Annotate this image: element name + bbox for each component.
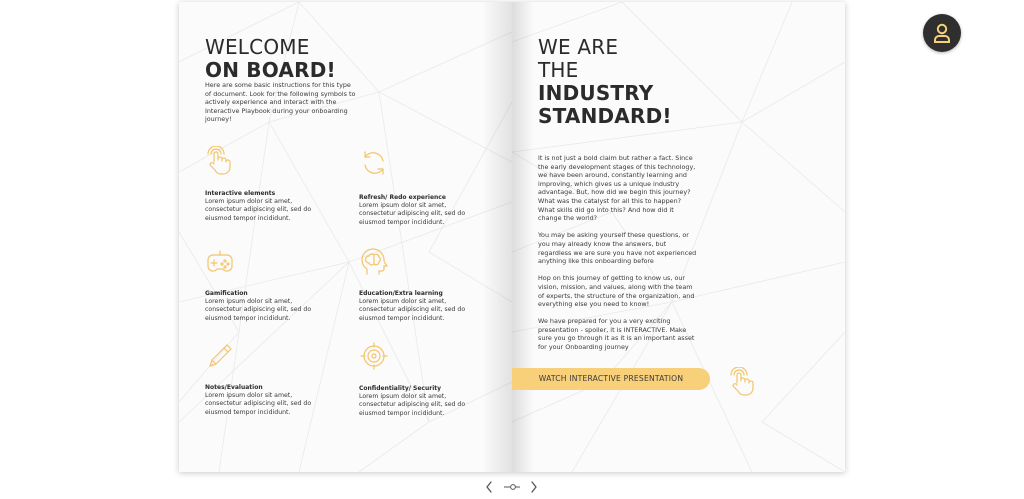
welcome-title-line1: WELCOME [205, 35, 310, 59]
chevron-left-icon[interactable] [484, 480, 494, 494]
welcome-title-line2: ON BOARD! [205, 58, 336, 82]
body-paragraph: Hop on this journey of getting to know us, our vision, mission, and values, along with the team of experts, the structure of the organization, and everything else you need to know! [538, 274, 695, 309]
user-icon [932, 22, 952, 44]
feature-description: Lorem ipsum dolor sit amet, consectetur adipiscing elit, sed do eiusmod tempor incididunt. [359, 298, 466, 322]
industry-title [538, 36, 672, 128]
target-lock-icon [359, 341, 389, 371]
feature-description: Lorem ipsum dolor sit amet, consectetur adipiscing elit, sed do eiusmod tempor incididunt. [359, 393, 466, 417]
feature-refresh [359, 148, 469, 228]
spine-shadow [482, 2, 512, 472]
body-paragraph: We have prepared for you a very exciting presentation - spoiler, it is INTERACTIVE. Make sure you go through it as it is an important asset for your Onboarding journey [538, 317, 695, 352]
body-paragraph: It is not just a bold claim but rather a fact. Since the early development stages of this technology, we have been around, constantly learning and improving, which gives us a unique industry advantage. But, how did we begin this journey? What was the catalyst for all this to happen? What skills did go into this? And how did it change the world? [538, 154, 696, 223]
feature-name: Refresh/ Redo experience [359, 194, 446, 201]
industry-body [538, 154, 698, 360]
chevron-right-icon[interactable] [529, 480, 539, 494]
feature-interactive-elements [205, 146, 315, 226]
brain-head-icon [359, 247, 389, 277]
gamepad-icon [205, 247, 235, 277]
body-paragraph: You may be asking yourself these questions, or you may already know the answers, but regardless we are sure you have not experienced anything like this onboarding before [538, 231, 697, 266]
refresh-icon [359, 148, 389, 178]
feature-confidentiality [359, 341, 469, 421]
flipbook [179, 2, 845, 472]
welcome-title [205, 36, 336, 82]
industry-title-line4: STANDARD! [538, 104, 672, 128]
industry-title-line3: INDUSTRY [538, 81, 654, 105]
feature-description: Lorem ipsum dolor sit amet, consectetur adipiscing elit, sed do eiusmod tempor incididunt. [359, 202, 466, 226]
feature-education [359, 247, 469, 327]
intro-text: Here are some basic instructions for this type of document. Look for the following symbols to actively experience and interact with the Interactive Playbook during your onboarding journey! [205, 81, 356, 124]
touch-hand-icon [205, 146, 235, 176]
touch-hand-icon[interactable] [728, 367, 758, 397]
feature-description: Lorem ipsum dolor sit amet, consectetur adipiscing elit, sed do eiusmod tempor incididunt. [205, 392, 312, 416]
pencil-icon [205, 341, 235, 371]
feature-description: Lorem ipsum dolor sit amet, consectetur adipiscing elit, sed do eiusmod tempor incididunt. [205, 198, 312, 222]
feature-name: Education/Extra learning [359, 290, 443, 297]
feature-description: Lorem ipsum dolor sit amet, consectetur adipiscing elit, sed do eiusmod tempor incididunt. [205, 298, 312, 322]
page-slider-icon[interactable] [503, 480, 521, 494]
profile-button[interactable] [923, 14, 961, 52]
feature-notes [205, 341, 315, 421]
feature-name: Confidentiality/ Security [359, 385, 442, 392]
industry-title-line2: THE [538, 58, 579, 82]
feature-name: Interactive elements [205, 190, 276, 197]
industry-title-line1: WE ARE [538, 35, 619, 59]
watch-presentation-button[interactable]: WATCH INTERACTIVE PRESENTATION [512, 368, 710, 390]
spine-shadow [512, 2, 534, 472]
right-page[interactable] [512, 2, 845, 472]
feature-gamification [205, 247, 315, 327]
left-page[interactable] [179, 2, 512, 472]
feature-name: Notes/Evaluation [205, 384, 263, 391]
feature-name: Gamification [205, 290, 248, 297]
